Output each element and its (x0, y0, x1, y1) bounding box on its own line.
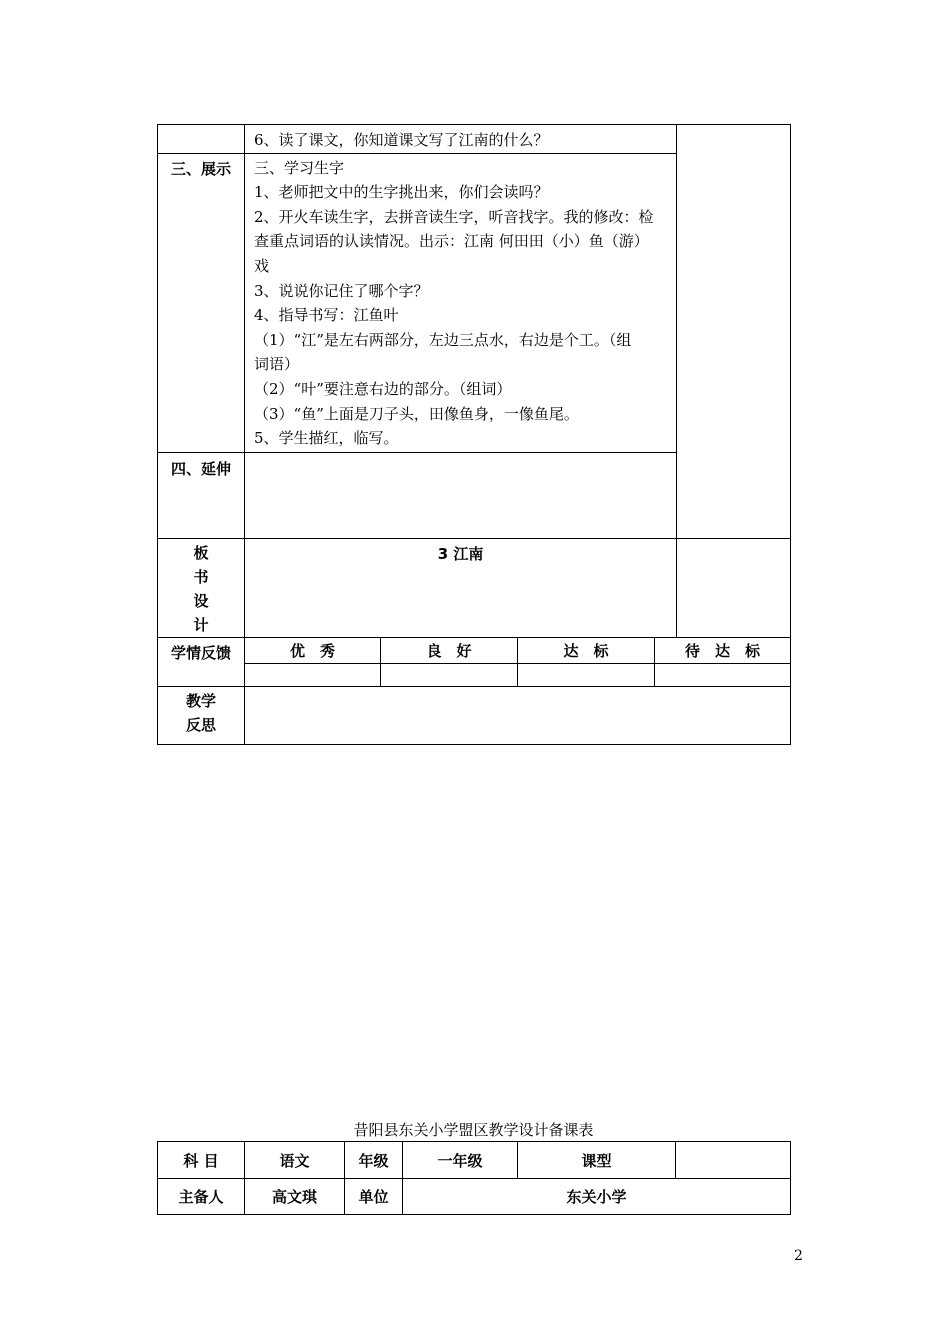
feedback-value-good (381, 663, 518, 686)
section4-label: 四、延伸 (170, 459, 231, 478)
type-label: 课型 (518, 1142, 676, 1179)
feedback-level-below: 待 达 标 (655, 637, 791, 663)
section3-line: （3）“鱼”上面是刀子头，田像鱼身，一像鱼尾。 (254, 404, 579, 423)
type-value (676, 1142, 791, 1179)
section3-line: （2）“叶”要注意右边的部分。（组词） (254, 379, 512, 398)
question-6-cell (245, 125, 677, 154)
section3-line: 3、说说你记住了哪个字？ (254, 281, 429, 300)
reflection-content-cell (245, 686, 791, 744)
feedback-level-good: 良 好 (381, 637, 518, 663)
reflection-label-line: 教学 (185, 691, 216, 710)
board-label-char: 设 (193, 591, 209, 610)
subject-value: 语文 (245, 1142, 345, 1179)
feedback-value-below (655, 663, 791, 686)
section3-label-cell (158, 153, 245, 452)
feedback-label: 学情反馈 (170, 643, 231, 662)
section3-line: 4、指导书写：江鱼叶 (254, 306, 399, 325)
question-6-text: 6、读了课文，你知道课文写了江南的什么？ (254, 131, 549, 149)
section3-line: （1）“江”是左右两部分，左边三点水，右边是个工。（组 (254, 330, 632, 349)
notes-column-cell (677, 125, 791, 539)
section4-label-cell (158, 452, 245, 538)
feedback-value-pass (518, 663, 655, 686)
section3-line: 5、学生描红，临写。 (254, 429, 399, 448)
board-title: 3 江南 (437, 544, 484, 563)
section3-label: 三、展示 (170, 159, 231, 178)
preparer-value: 高文琪 (245, 1179, 345, 1215)
section3-line: 查重点词语的认读情况。出示：江南 何田田（小）鱼（游） (254, 232, 649, 251)
reflection-label-cell (158, 686, 245, 744)
unit-label: 单位 (345, 1179, 403, 1215)
section3-line: 戏 (254, 256, 270, 275)
grade-label: 年级 (345, 1142, 403, 1179)
page-number: 2 (794, 1248, 803, 1264)
section3-line: 词语） (254, 355, 300, 374)
section3-line: 1、老师把文中的生字挑出来，你们会读吗？ (254, 183, 549, 202)
section3-line: 三、学习生字 (254, 158, 345, 177)
section3-lines (245, 154, 676, 451)
feedback-label-cell (158, 637, 245, 686)
reflection-label (158, 687, 244, 737)
grade-value: 一年级 (403, 1142, 518, 1179)
feedback-value-excellent (245, 663, 381, 686)
board-label-char: 书 (193, 567, 209, 586)
board-label (158, 539, 244, 637)
reflection-label-line: 反思 (185, 715, 216, 734)
lesson-plan-table (157, 124, 791, 745)
feedback-level-pass: 达 标 (518, 637, 655, 663)
next-form-table (157, 1141, 791, 1215)
unit-value: 东关小学 (403, 1179, 791, 1215)
section3-line: 2、开火车读生字，去拼音读生字，听音找字。我的修改：检 (254, 207, 654, 226)
preparer-label: 主备人 (158, 1179, 245, 1215)
section4-content-cell (245, 452, 677, 538)
board-label-char: 板 (193, 543, 209, 562)
subject-label: 科 目 (158, 1142, 245, 1179)
board-content-cell (245, 538, 677, 637)
label-cell-empty (158, 125, 245, 154)
form-caption: 昔阳县东关小学盟区教学设计备课表 (353, 1121, 594, 1139)
section3-content-cell (245, 153, 677, 452)
board-notes-cell (677, 538, 791, 637)
board-label-cell (158, 538, 245, 637)
board-label-char: 计 (193, 615, 209, 634)
feedback-level-excellent: 优 秀 (245, 637, 381, 663)
